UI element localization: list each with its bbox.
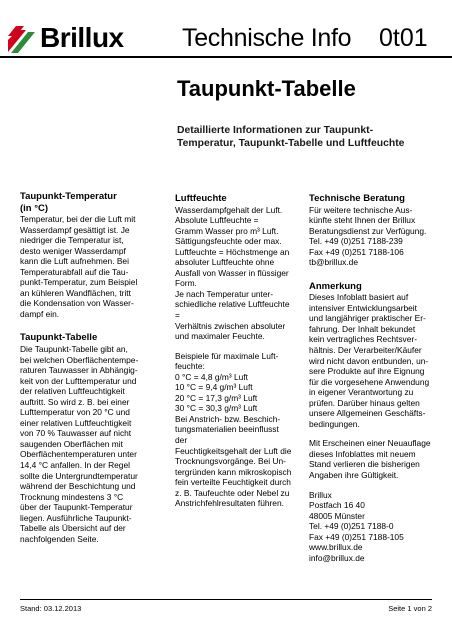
document-code: 0t01 bbox=[379, 24, 428, 52]
heading-luftfeuchte: Luftfeuchte bbox=[175, 193, 227, 204]
column-middle bbox=[175, 193, 293, 509]
header-divider bbox=[0, 56, 452, 58]
text-luftfeuchte: Wasserdampfgehalt der Luft. Absolute Luftfeuchte = Gramm Wasser pro m³ Luft. Sättigungsfeuchte oder max. Luftfeuchte = Höchstmenge an absoluter Luftfeuchte ohne Ausfall von Wasser in flüssiger Form. Je nach Temperatur unter- schiedliche relative Luftfeuchte = Verhältnis zwischen absoluter und maximaler Feuchte. bbox=[175, 204, 290, 342]
text-taupunkt-tabelle: Die Taupunkt-Tabelle gibt an, bei welchen Oberflächentempe- raturen Tauwasser in Abhängig- keit von der Lufttemperatur und der relativen Luftfeuchtigkeit auftritt. So wird z. B. bei einer Lufttemperatur von 20 °C und einer relativen Luftfeuchtigkeit von 70 % Tauwasser auf nicht saugenden Oberflächen mit Oberflächentemperaturen unter 14,4 °C anfallen. In der Regel sollte die Untergrundtemperatur während der Beschichtung und Trocknung mindestens 3 °C über der Taupunkt-Temperatur liegen. Ausführliche Taupunkt- Tabelle als Übersicht auf der nachfolgenden Seite. bbox=[20, 343, 139, 544]
heading-anmerkung: Anmerkung bbox=[309, 280, 362, 292]
footer-page-number: Seite 1 von 2 bbox=[388, 604, 432, 613]
footer-date: Stand: 03.12.2013 bbox=[20, 604, 82, 613]
page-subtitle: Detaillierte Informationen zur Taupunkt- Temperatur, Taupunkt-Tabelle und Luftfeuchte bbox=[177, 125, 405, 149]
text-taupunkt-temperatur: Temperatur, bei der die Luft mit Wasserdampf gesättigt ist. Je niedriger die Temperatur ist, desto weniger Wasserdampf kann die Luft aufnehmen. Bei Temperaturabfall auf die Tau- punkt-Temperatur, zum Beispiel an kühleren Wandflächen, tritt die Kondensation von Wasser- dampf ein. bbox=[20, 214, 138, 319]
heading-taupunkt-tabelle: Taupunkt-Tabelle bbox=[20, 332, 98, 344]
brand-name: Brillux bbox=[40, 22, 124, 53]
heading-taupunkt-temperatur: Taupunkt-Temperatur (in °C) bbox=[20, 191, 117, 214]
brillux-logo-icon bbox=[8, 22, 36, 54]
page-title: Taupunkt-Tabelle bbox=[177, 76, 356, 101]
heading-technische-beratung: Technische Beratung bbox=[309, 193, 405, 204]
column-left bbox=[20, 191, 155, 544]
text-beispiele-luftfeuchte: Beispiele für maximale Luft- feuchte: 0 °C = 4,8 g/m³ Luft 10 °C = 9,4 g/m³ Luft 20 °C = 17,3 g/m³ Luft 30 °C = 30,3 g/m³ Luft Bei Anstrich- bzw. Beschich- tungsmaterialien beeinflusst der Feuchtigkeitsgehalt der Luft die Trocknungsvorgänge. Bei Un- tergründen kann mikroskopisch fein verteilte Feuchtigkeit durch z. B. Taufeuchte oder Nebel zu Anstrichfehlresultaten führen. bbox=[175, 350, 292, 509]
text-technische-beratung: Für weitere technische Aus- künfte steht Ihnen der Brillux Beratungsdienst zur Verfügung. Tel. +49 (0)251 7188-239 Fax +49 (0)251 7188-106 tb@brillux.de bbox=[309, 204, 427, 268]
text-neuauflage: Mit Erscheinen einer Neuauflage dieses Infoblattes mit neuem Stand verlieren die bisherigen Angaben ihre Gültigkeit. bbox=[309, 438, 431, 481]
header-title: Technische Info bbox=[182, 24, 352, 52]
company-address: Brillux Postfach 16 40 48005 Münster Tel. +49 (0)251 7188-0 Fax +49 (0)251 7188-105 www.brillux.de info@brillux.de bbox=[309, 489, 404, 563]
footer-divider bbox=[20, 599, 432, 600]
column-right bbox=[309, 193, 434, 563]
text-anmerkung: Dieses Infoblatt basiert auf intensiver Entwicklungsarbeit und langjähriger praktischer Er- fahrung. Der Inhalt bekundet kein vertragliches Rechtsver- hältnis. Der Verarbeiter/Käufer wird nicht davon entbunden, un- sere Produkte auf ihre Eignung für die vorgesehene Anwendung in eigener Verantwortung zu prüfen. Darüber hinaus gelten unsere Allgemeinen Geschäfts- bedingungen. bbox=[309, 292, 430, 429]
